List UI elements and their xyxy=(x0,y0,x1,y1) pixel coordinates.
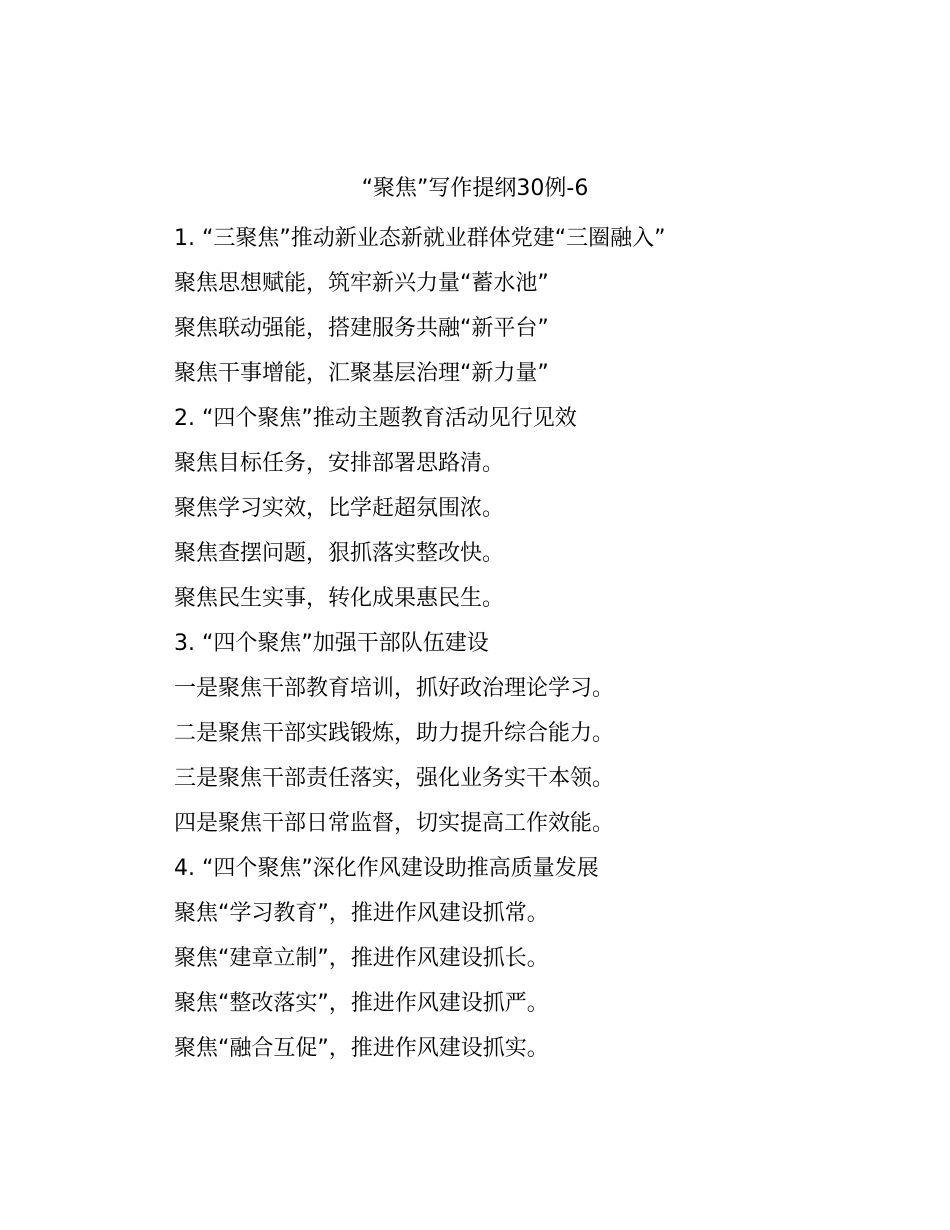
document-title: “聚焦”写作提纲30例-6 xyxy=(361,176,589,201)
list-item: 聚焦联动强能，搭建服务共融“新平台” xyxy=(174,316,549,341)
list-item: 聚焦“融合互促”，推进作风建设抓实。 xyxy=(174,1036,549,1061)
list-item: 聚焦干事增能，汇聚基层治理“新力量” xyxy=(174,361,549,386)
list-item: 一是聚焦干部教育培训，抓好政治理论学习。 xyxy=(174,676,615,701)
list-item: 聚焦“整改落实”，推进作风建设抓严。 xyxy=(174,991,549,1016)
heading-2: 2. “四个聚焦”推动主题教育活动见行见效 xyxy=(174,406,577,431)
list-item: 三是聚焦干部责任落实，强化业务实干本领。 xyxy=(174,766,615,791)
document-body xyxy=(174,216,894,1071)
heading-4: 4. “四个聚焦”深化作风建设助推高质量发展 xyxy=(174,856,599,881)
list-item: 聚焦查摆问题，狠抓落实整改快。 xyxy=(174,541,505,566)
heading-3: 3. “四个聚焦”加强干部队伍建设 xyxy=(174,631,489,656)
list-item: 聚焦目标任务，安排部署思路清。 xyxy=(174,451,505,476)
list-item: 聚焦“建章立制”，推进作风建设抓长。 xyxy=(174,946,549,971)
list-item: 二是聚焦干部实践锻炼，助力提升综合能力。 xyxy=(174,721,615,746)
list-item: 聚焦“学习教育”，推进作风建设抓常。 xyxy=(174,901,549,926)
list-item: 聚焦思想赋能，筑牢新兴力量“蓄水池” xyxy=(174,271,549,296)
list-item: 聚焦学习实效，比学赶超氛围浓。 xyxy=(174,496,505,521)
heading-1: 1. “三聚焦”推动新业态新就业群体党建“三圈融入” xyxy=(174,226,666,251)
list-item: 聚焦民生实事，转化成果惠民生。 xyxy=(174,586,505,611)
list-item: 四是聚焦干部日常监督，切实提高工作效能。 xyxy=(174,811,615,836)
